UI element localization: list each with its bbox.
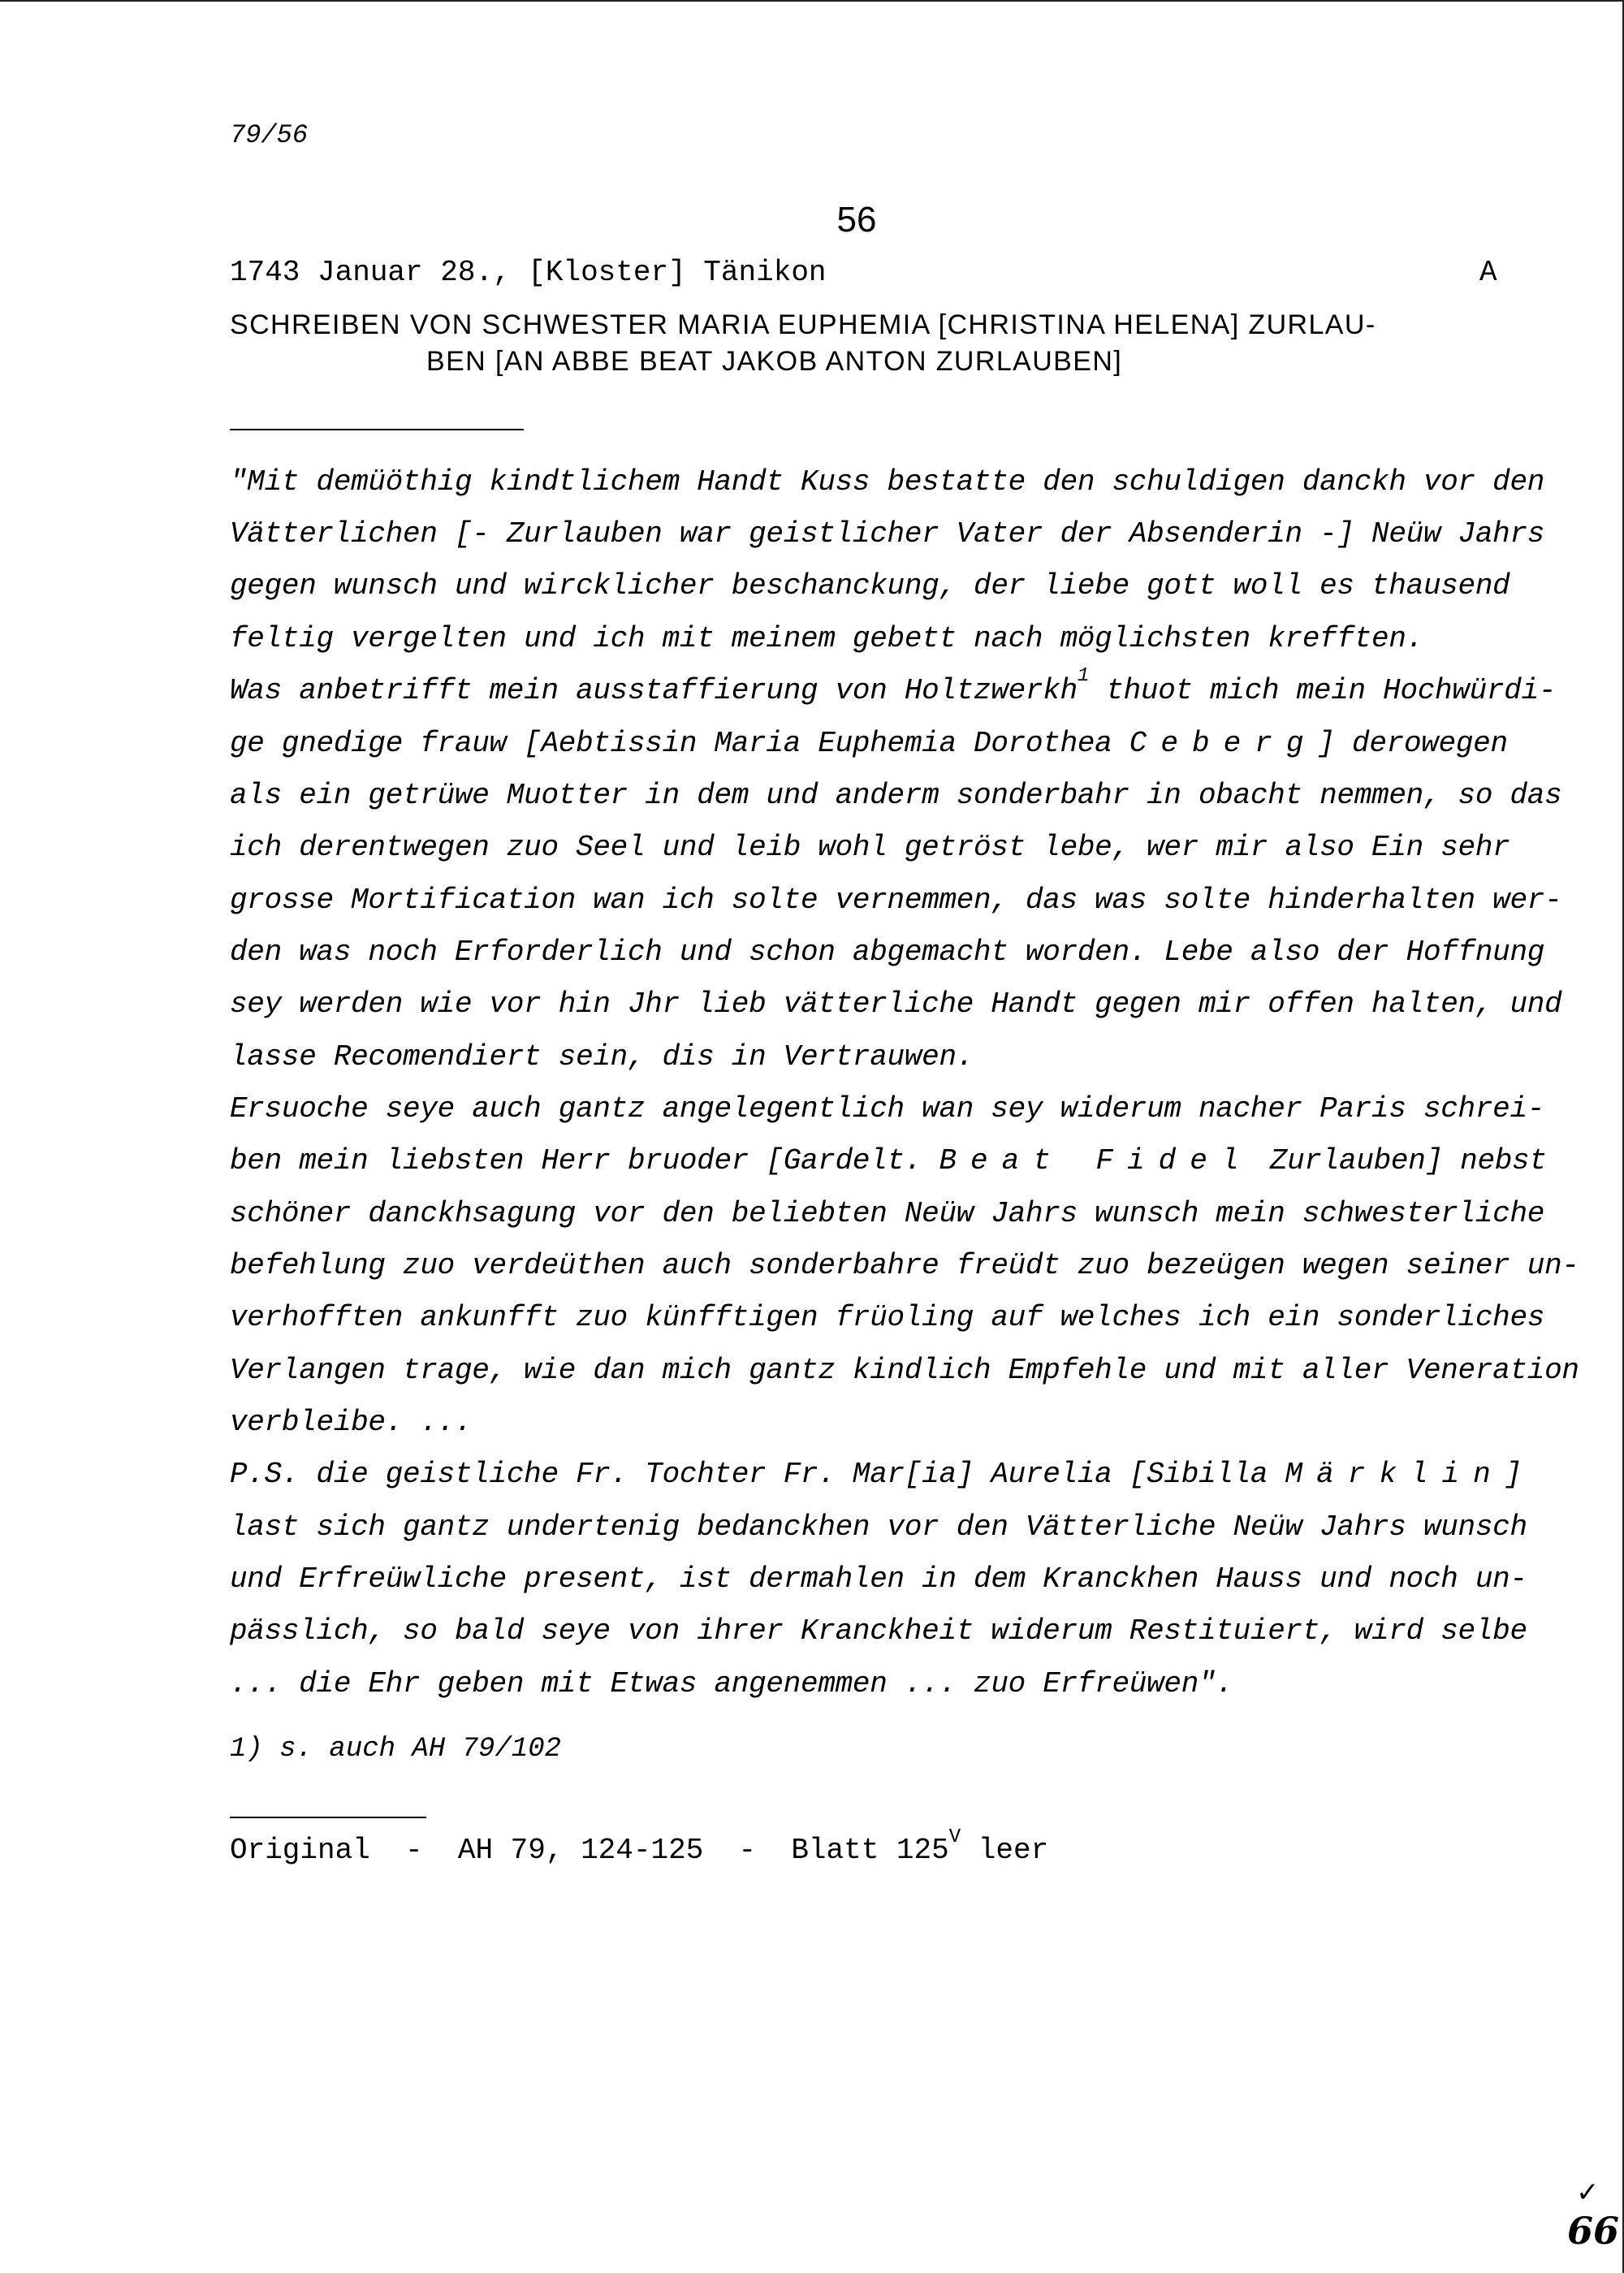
- emphasized-name: Ceberg: [1129, 727, 1318, 760]
- body-line: befehlung zuo verdeüthen auch sonderbahre freüdt zuo bezeügen wegen seiner un-: [230, 1249, 1579, 1282]
- body-line: verhofften ankunfft zuo künfftigen früoling auf welches ich ein sonderliches: [230, 1301, 1545, 1334]
- document-title-line-1: SCHREIBEN VON SCHWESTER MARIA EUPHEMIA [CHRISTINA HELENA] ZURLAU-: [230, 309, 1376, 340]
- emphasized-name: Beat Fidel: [939, 1144, 1253, 1178]
- body-line: sey werden wie vor hin Jhr lieb vätterliche Handt gegen mir offen halten, und: [230, 987, 1562, 1021]
- footnote: 1) s. auch AH 79/102: [230, 1734, 562, 1765]
- body-line: grosse Mortification wan ich solte vernemmen, das was solte hinderhalten wer-: [230, 884, 1562, 917]
- body-text: ]: [1504, 1458, 1522, 1491]
- body-text: P.S. die geistliche Fr. Tochter Fr. Mar[ia] Aurelia [Sibilla: [230, 1458, 1285, 1491]
- verso-superscript: V: [948, 1826, 961, 1848]
- footer-divider: [230, 1817, 426, 1818]
- body-line: verbleibe. ...: [230, 1406, 473, 1439]
- body-line: [230, 665, 1557, 707]
- body-line: als ein getrüwe Muotter in dem und anderm sonderbahr in obacht nemmen, so das: [230, 779, 1562, 812]
- body-line: Verlangen trage, wie dan mich gantz kindlich Empfehle und mit aller Veneration: [230, 1354, 1579, 1387]
- body-line: lasse Recomendiert sein, dis in Vertrauwen.: [230, 1040, 974, 1074]
- body-line: den was noch Erforderlich und schon abgemacht worden. Lebe also der Hoffnung: [230, 936, 1545, 969]
- reference-number: 79/56: [230, 120, 309, 150]
- body-line: ich derentwegen zuo Seel und leib wohl getröst lebe, wer mir also Ein sehr: [230, 831, 1510, 864]
- body-text: thuot mich mein Hochwürdi-: [1088, 674, 1557, 707]
- body-line: "Mit demüöthig kindtlichem Handt Kuss bestatte den schuldigen danckh vor den: [230, 465, 1545, 499]
- body-line: und Erfreüwliche present, ist dermahlen in dem Kranckhen Hauss und noch un-: [230, 1562, 1527, 1596]
- body-line: [230, 727, 1508, 760]
- footnote-marker: 1: [1077, 665, 1089, 687]
- body-line: pässlich, so bald seye von ihrer Kranckheit widerum Restituiert, wird selbe: [230, 1614, 1527, 1648]
- body-text: ge gnedige frauw [Aebtissin Maria Euphemia Dorothea: [230, 727, 1129, 760]
- body-line: [230, 1458, 1522, 1491]
- body-line: gegen wunsch und wircklicher beschanckung, der liebe gott woll es thausend: [230, 569, 1510, 603]
- body-line: [230, 1144, 1547, 1178]
- emphasized-name: Märklin: [1285, 1458, 1505, 1491]
- body-line: feltig vergelten und ich mit meinem gebett nach möglichsten krefften.: [230, 622, 1423, 655]
- original-text: Original - AH 79, 124-125 - Blatt 125: [230, 1834, 949, 1867]
- handwritten-page-number: 66: [1567, 2209, 1620, 2253]
- body-line: Vätterlichen [- Zurlauben war geistlicher Vater der Absenderin -] Neüw Jahrs: [230, 517, 1545, 551]
- check-mark-icon: ✓: [1576, 2176, 1600, 2209]
- document-number: 56: [836, 200, 877, 240]
- body-line: ... die Ehr geben mit Etwas angenemmen ... zuo Erfreüwen".: [230, 1667, 1233, 1700]
- document-type-label: A: [1479, 256, 1497, 289]
- document-title-line-2: BEN [AN ABBE BEAT JAKOB ANTON ZURLAUBEN]: [426, 346, 1123, 377]
- body-line: last sich gantz undertenig bedanckhen vor den Vätterliche Neüw Jahrs wunsch: [230, 1510, 1527, 1544]
- body-line: schöner danckhsagung vor den beliebten Neüw Jahrs wunsch mein schwesterliche: [230, 1197, 1545, 1230]
- body-text: Zurlauben] nebst: [1252, 1144, 1547, 1178]
- body-text: ] derowegen: [1317, 727, 1508, 760]
- body-text: Was anbetrifft mein ausstaffierung von Holtzwerkh: [230, 674, 1078, 707]
- body-text: ben mein liebsten Herr bruoder [Gardelt.: [230, 1144, 939, 1178]
- original-source-line: [230, 1826, 1049, 1867]
- body-line: Ersuoche seye auch gantz angelegentlich wan sey widerum nacher Paris schrei-: [230, 1092, 1545, 1126]
- date-place-line: 1743 Januar 28., [Kloster] Tänikon: [230, 256, 827, 289]
- original-suffix: leer: [961, 1834, 1049, 1867]
- page-border-top: [0, 0, 1624, 2]
- header-divider: [230, 429, 524, 430]
